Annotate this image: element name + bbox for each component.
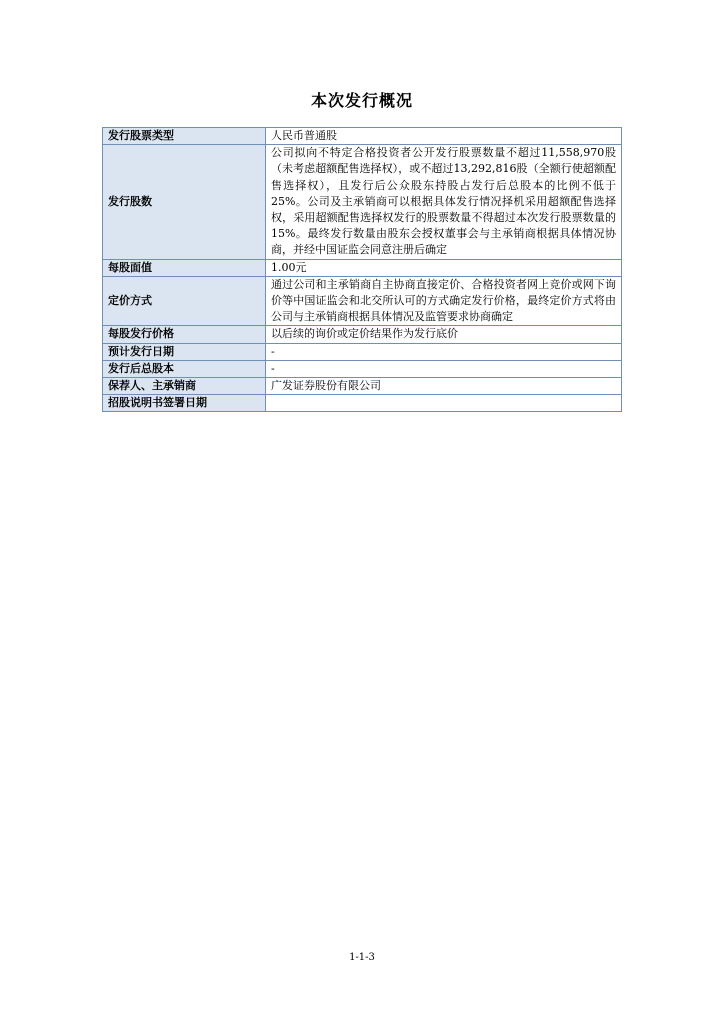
table-row-total-shares xyxy=(103,360,622,377)
table-row-underwriter xyxy=(103,378,622,395)
table-row-share-type xyxy=(103,128,622,145)
row-value-issue-date: - xyxy=(266,343,622,360)
row-label-total-shares: 发行后总股本 xyxy=(103,360,266,377)
row-value-signing-date xyxy=(266,395,622,412)
table-row-pricing-method xyxy=(103,276,622,326)
page-title: 本次发行概况 xyxy=(310,91,413,110)
table-row-issue-date xyxy=(103,343,622,360)
row-label-share-count: 发行股数 xyxy=(103,145,266,259)
row-label-share-type: 发行股票类型 xyxy=(103,128,266,145)
table-row-share-count xyxy=(103,145,622,259)
table-row-signing-date xyxy=(103,395,622,412)
page-number: 1-1-3 xyxy=(349,952,375,963)
row-label-par-value: 每股面值 xyxy=(103,259,266,276)
row-label-underwriter: 保荐人、主承销商 xyxy=(103,378,266,395)
row-value-underwriter: 广发证券股份有限公司 xyxy=(266,378,622,395)
table-row-issue-price xyxy=(103,326,622,343)
row-label-pricing-method: 定价方式 xyxy=(103,276,266,326)
row-value-total-shares: - xyxy=(266,360,622,377)
row-label-issue-price: 每股发行价格 xyxy=(103,326,266,343)
row-label-issue-date: 预计发行日期 xyxy=(103,343,266,360)
row-value-pricing-method: 通过公司和主承销商自主协商直接定价、合格投资者网上竞价或网下询价等中国证监会和北交所认可的方式确定发行价格，最终定价方式将由公司与主承销商根据具体情况及监管要求协商确定 xyxy=(266,276,622,326)
row-value-share-type: 人民币普通股 xyxy=(266,128,622,145)
row-value-share-count: 公司拟向不特定合格投资者公开发行股票数量不超过11,558,970股（未考虑超额配售选择权），或不超过13,292,816股（全额行使超额配售选择权），且发行后公众股东持股占发行后总股本的比例不低于25%。公司及主承销商可以根据具体发行情况择机采用超额配售选择权，采用超额配售选择权发行的股票数量不得超过本次发行股票数量的15%。最终发行数量由股东会授权董事会与主承销商根据具体情况协商，并经中国证监会同意注册后确定 xyxy=(266,145,622,259)
row-value-par-value: 1.00元 xyxy=(266,259,622,276)
table-row-par-value xyxy=(103,259,622,276)
row-label-signing-date: 招股说明书签署日期 xyxy=(103,395,266,412)
row-value-issue-price: 以后续的询价或定价结果作为发行底价 xyxy=(266,326,622,343)
offering-summary-table xyxy=(102,127,622,412)
